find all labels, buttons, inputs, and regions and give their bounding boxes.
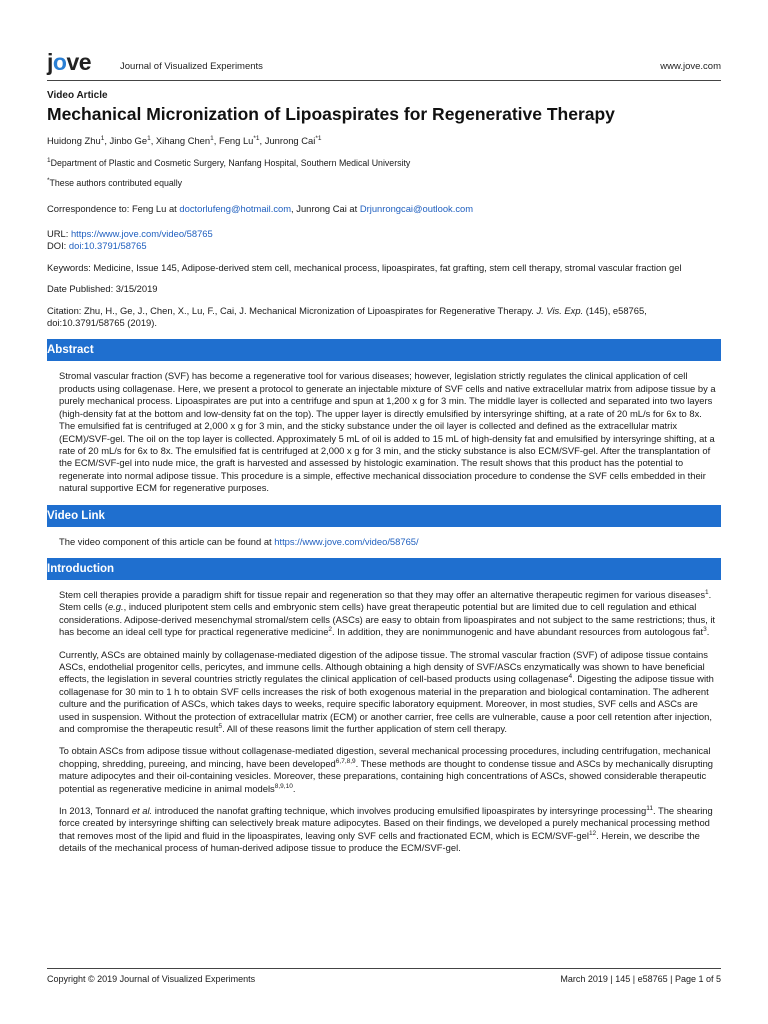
email-link-lu[interactable]: doctorlufeng@hotmail.com xyxy=(179,202,292,214)
doi-link[interactable]: doi:10.3791/58765 xyxy=(68,240,147,252)
intro-text: In 2013, Tonnard xyxy=(59,805,132,817)
author-note xyxy=(47,177,721,189)
section-title: Introduction xyxy=(47,562,115,575)
correspondence-mid: , Junrong Cai at xyxy=(291,202,360,214)
section-title: Abstract xyxy=(47,344,94,357)
author-sup: 1 xyxy=(210,135,214,143)
author-name: Xihang Chen xyxy=(155,135,211,147)
affiliation xyxy=(47,157,721,169)
article-title: Mechanical Micronization of Lipoaspirates for Regenerative Therapy xyxy=(47,104,615,125)
note-sup: * xyxy=(47,177,50,185)
intro-text: . Digesting the adipose tissue with collagenase for 30 min to 1 h to obtain SVF cells increases the risk of both exogenous material in the preparation and biological contamination. The adherent culture and the purification of ASCs, which takes days to weeks, require specific laboratory equipment. Moreover, in most studies, SVF cells and ASCs are used in suspension. Without the protection of extracellular matrix (ECM) or another carrier, free cells are vulnerable, cause a poor cell retention after injection, and compromise the therapeutic result xyxy=(59,673,714,734)
correspondence-prefix: Correspondence to: Feng Lu at xyxy=(47,202,180,214)
video-link-body xyxy=(47,536,721,548)
doi-label: DOI: xyxy=(47,240,69,252)
article-content xyxy=(47,90,721,865)
intro-text: . xyxy=(706,626,710,638)
affiliation-sup: 1 xyxy=(47,156,51,164)
intro-text: . In addition, they are nonimmunogenic and have abundant resources from autologous fat xyxy=(332,626,704,638)
section-title: Video Link xyxy=(47,509,105,522)
date-published: Date Published: 3/15/2019 xyxy=(47,283,158,295)
intro-text: To obtain ASCs from adipose tissue without collagenase-mediated digestion, several mechanical processing procedures, including centrifugation, mechanical chopping, shredding, pureeing, and mincing, have been developed xyxy=(59,745,711,769)
author-name: Huidong Zhu xyxy=(47,135,101,147)
video-link-prefix: The video component of this article can be found at xyxy=(59,535,275,547)
note-text: These authors contributed equally xyxy=(49,178,183,189)
site-url[interactable]: www.jove.com xyxy=(660,61,721,72)
abstract-text: Stromal vascular fraction (SVF) has become a regenerative tool for various diseases; however, legislation strictly regulates the clinical application of cell products using collagenase. Here, we present a protocol to generate an injectable mixture of SVF cells and native extracellular matrix from adipose tissue by a purely mechanical process. Lipoaspirates are put into a centrifuge and spun at 1,200 x g for 3 min. The middle layer is collected and separated into two layers (high-density fat at the bottom and low-density fat on the top). The upper layer is directly emulsified by intersyringe shifting, at a rate of 20 mL/s for 6x to 8x. The emulsified fat is centrifuged at 2,000 x g for 3 min, and the sticky substance under the oil layer is collected and defined as the extracellular matrix (ECM)/SVF-gel. The oil on the top layer is collected. Approximately 5 mL of oil is added to 15 mL of high-density fat and emulsified by intersyringe shifting, at a rate of 20 mL/s for 6x to 8x. The emulsified fat is centrifuged at 2,000 x g for 3 min, and the sticky substance is also ECM/SVF-gel. After the transplantation of the ECM/SVF-gel into nude mice, the graft is harvested and assessed by histologic examination. The result shows that this product has the potential to regenerate into normal adipose tissue. This procedure is a simple, effective mechanical dissociation procedure to condense the SVF cells embedded in their natural supportive ECM for regenerative purposes. xyxy=(59,370,716,494)
article-type: Video Article xyxy=(47,90,108,101)
citation-journal: J. Vis. Exp. xyxy=(536,304,584,316)
author-name: Jinbo Ge xyxy=(109,135,148,147)
section-header-introduction xyxy=(47,558,721,580)
reference-sup: 5 xyxy=(218,722,223,730)
reference-sup: 4 xyxy=(568,673,573,681)
intro-paragraph-3 xyxy=(59,745,717,795)
video-url-link[interactable]: https://www.jove.com/video/58765/ xyxy=(274,535,419,547)
journal-name: Journal of Visualized Experiments xyxy=(120,61,263,72)
article-url-link[interactable]: https://www.jove.com/video/58765 xyxy=(70,228,213,240)
author-sup: *1 xyxy=(253,135,260,143)
intro-text: . Stem cells ( xyxy=(59,588,712,613)
intro-paragraph-1 xyxy=(59,589,717,639)
correspondence xyxy=(47,203,721,215)
intro-italic: et al. xyxy=(131,805,153,817)
author-sup: 1 xyxy=(147,135,151,143)
reference-sup: 1 xyxy=(705,588,709,596)
logo-o: o xyxy=(52,49,67,75)
section-header-abstract xyxy=(47,339,721,361)
reference-sup: 3 xyxy=(703,626,707,634)
intro-italic: e.g. xyxy=(107,601,124,613)
author-name: Junrong Cai xyxy=(264,135,316,147)
citation xyxy=(47,305,721,330)
jove-logo[interactable] xyxy=(47,50,91,74)
intro-text: . The shearing force created by intersyringe shifting can selectively break mature adipocytes. Based on their findings, we developed a purely mechanical processing method that removes most of the lipid and fluid in the lipoaspirates, leaving only SVF cells and fractionated ECM, which is ECM/SVF-gel xyxy=(59,805,713,841)
author-name: Feng Lu xyxy=(218,135,254,147)
video-link-text xyxy=(59,536,717,548)
intro-text: introduced the nanofat grafting technique, which involves producing emulsified lipoaspirates by intersyringe processing xyxy=(152,805,647,817)
affiliation-text: Department of Plastic and Cosmetic Surgery, Nanfang Hospital, Southern Medical University xyxy=(50,157,411,168)
abstract-body xyxy=(47,370,721,494)
keywords: Keywords: Medicine, Issue 145, Adipose-derived stem cell, mechanical process, lipoaspirates, fat grafting, stem cell therapy, stromal vascular fraction gel xyxy=(47,261,682,273)
page-info: March 2019 | 145 | e58765 | Page 1 of 5 xyxy=(560,974,721,984)
author-sup: *1 xyxy=(315,135,322,143)
author-sup: 1 xyxy=(100,135,105,143)
reference-sup: 12 xyxy=(588,829,597,837)
intro-text: Stem cell therapies provide a paradigm shift for tissue repair and regeneration so that they may offer an alternative therapeutic regimen for various diseases xyxy=(59,588,706,600)
logo-ve: ve xyxy=(66,49,92,75)
reference-sup: 2 xyxy=(328,626,333,634)
header-divider xyxy=(47,80,721,81)
copyright: Copyright © 2019 Journal of Visualized Experiments xyxy=(47,974,256,984)
intro-text: . xyxy=(292,782,296,794)
intro-text: Currently, ASCs are obtained mainly by collagenase-mediated digestion of the adipose tissue. The stromal vascular fraction (SVF) of adipose tissue contains ASCs, endothelial progenitor cells, pericytes, and immune cells. Although obtaining a high density of SVF/ASCs enzymatically was shown to have beneficial effects, the legislation in several countries strictly regulates the clinical application of cell-based products using collagenase xyxy=(59,648,708,685)
email-link-cai[interactable]: Drjunrongcai@outlook.com xyxy=(359,202,474,214)
intro-text: . Herein, we describe the details of the mechanical process of human-derived adipose tissue to produce the ECM/SVF-gel. xyxy=(59,829,700,854)
logo-j: j xyxy=(47,49,53,75)
citation-suffix: (145), e58765, doi:10.3791/58765 (2019). xyxy=(47,304,647,329)
url-line xyxy=(47,228,721,240)
doi-line xyxy=(47,240,721,252)
author-list: Huidong Zhu$^1$, Jinbo Ge$^1$, Xihang Chen$^1$, Feng Lu$^{*1}$, Junrong Cai$^{*1}$ xyxy=(47,135,322,147)
intro-paragraph-4 xyxy=(59,805,717,855)
introduction-body xyxy=(47,589,721,855)
page-header xyxy=(47,50,721,80)
reference-sup: 6,7,8,9 xyxy=(335,757,356,765)
section-header-video-link xyxy=(47,505,721,527)
intro-paragraph-2 xyxy=(59,649,717,736)
citation-prefix: Citation: Zhu, H., Ge, J., Chen, X., Lu, F., Cai, J. Mechanical Micronization of Lipoaspirates for Regenerative Therapy. xyxy=(47,304,537,316)
reference-sup: 11 xyxy=(646,804,653,812)
footer-divider xyxy=(47,968,721,969)
reference-sup: 8,9,10 xyxy=(274,782,293,790)
intro-text: , induced pluripotent stem cells and embryonic stem cells) have great therapeutic potential but are limited due to cell regulation and ethical considerations. Adipose-derived mesenchymal stromal/stem cells (ASCs) are easy to obtain from lipoaspirates and not subject to the same restrictions; thus, it has become an ideal cell type for practical regenerative medicine xyxy=(59,601,716,638)
intro-text: . All of these reasons limit the further application of stem cell therapy. xyxy=(222,723,507,734)
intro-text: . These methods are thought to condense tissue and ASCs by mechanically disrupting mature adipocytes and their oil-containing vesicles. Moreover, these preparations, containing high concentrations of ASCs, showed considerable therapeutic potential as regenerative medicine in animal models xyxy=(59,757,714,794)
url-label: URL: xyxy=(47,228,71,240)
